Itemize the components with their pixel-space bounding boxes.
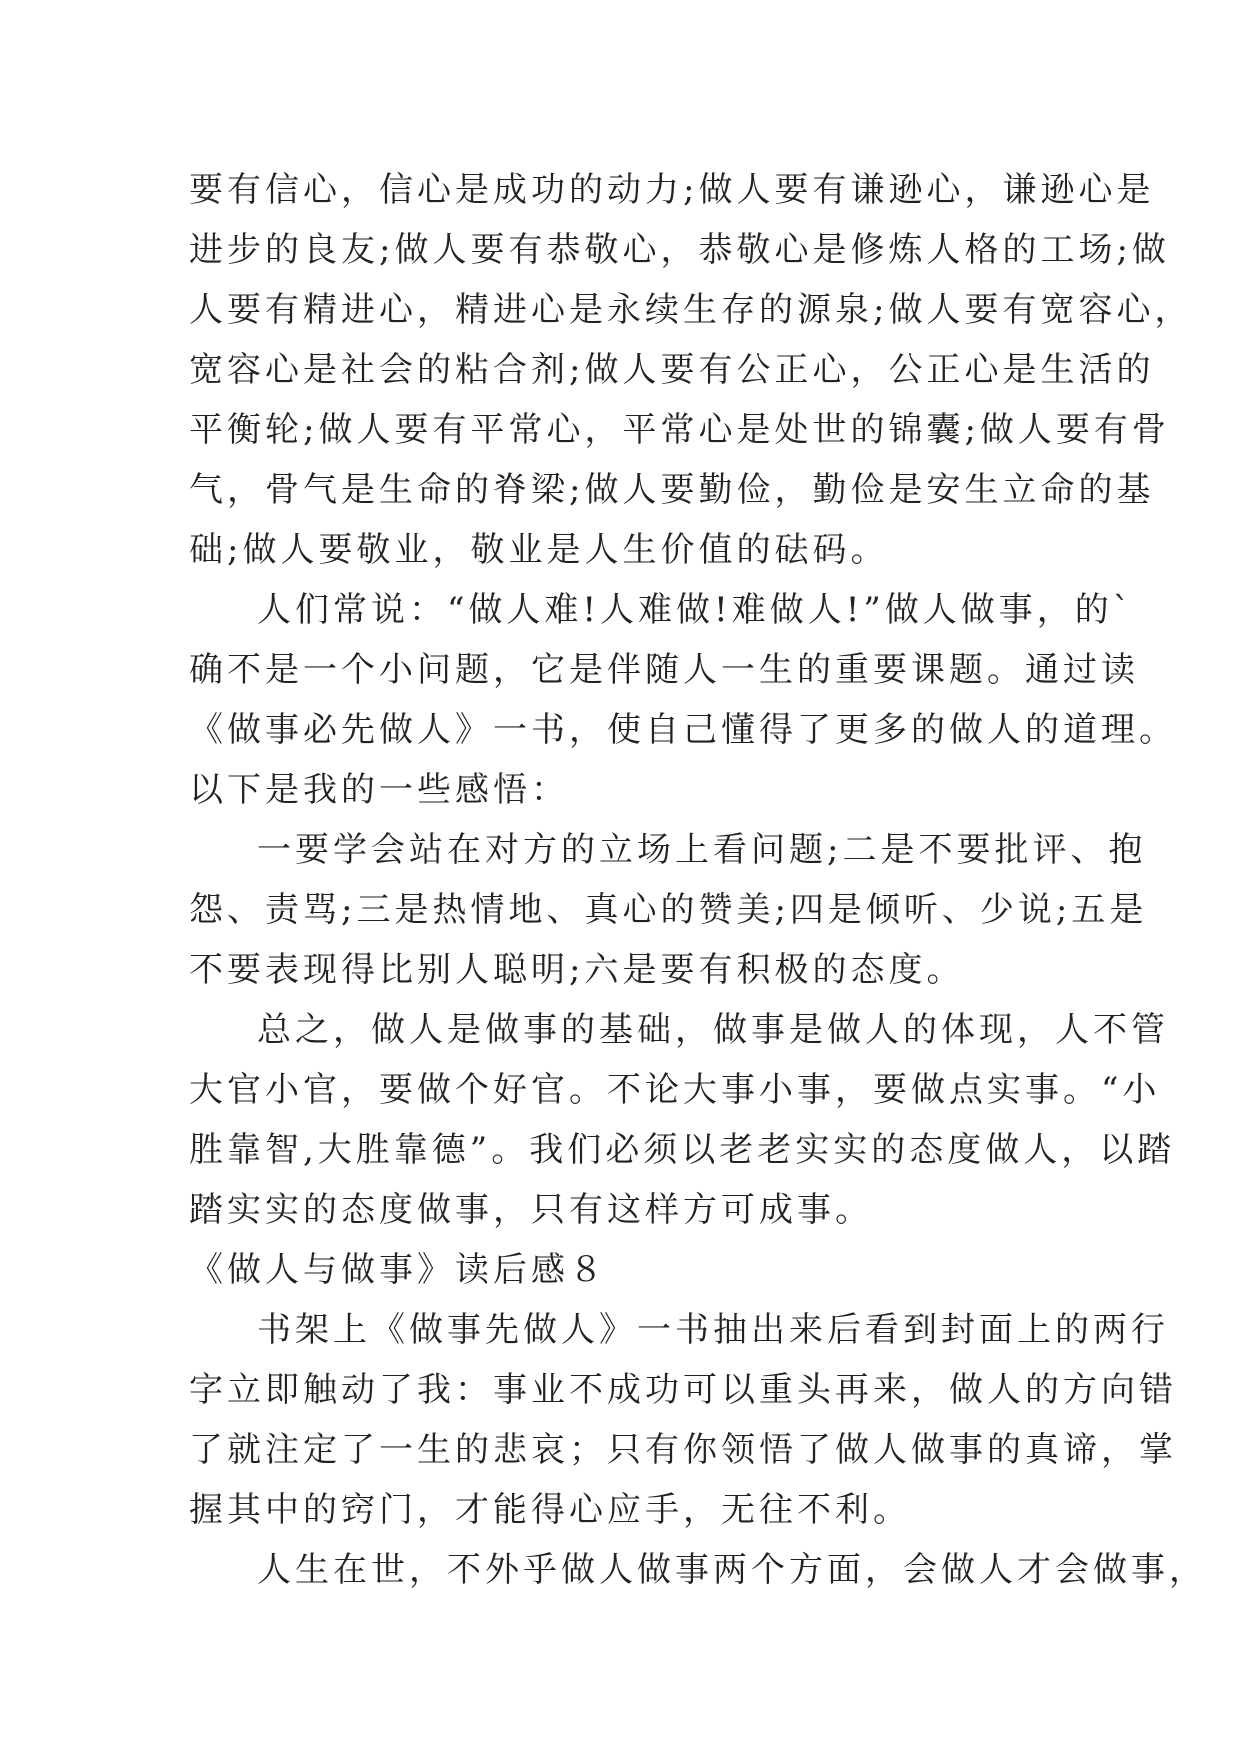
text-line: 以下是我的一些感悟： <box>189 770 569 810</box>
text-line: 宽容心是社会的粘合剂;做人要有公正心，公正心是生活的 <box>189 350 1155 390</box>
text-line: 不要表现得比别人聪明;六是要有积极的态度。 <box>189 950 965 990</box>
text-line: 进步的良友;做人要有恭敬心，恭敬心是修炼人格的工场;做 <box>189 230 1170 270</box>
text-line: 平衡轮;做人要有平常心，平常心是处世的锦囊;做人要有骨 <box>189 410 1170 450</box>
paragraph-first-line: 人们常说：“做人难!人难做!难做人!”做人做事，的` <box>257 590 1134 630</box>
text-line: 胜靠智,大胜靠德”。我们必须以老老实实的态度做人，以踏 <box>189 1130 1176 1170</box>
text-line: 《做事必先做人》一书，使自己懂得了更多的做人的道理。 <box>189 710 1177 750</box>
paragraph-first-line: 书架上《做事先做人》一书抽出来后看到封面上的两行 <box>257 1310 1169 1350</box>
paragraph-first-line: 总之，做人是做事的基础，做事是做人的体现，人不管 <box>257 1010 1169 1050</box>
text-line: 气，骨气是生命的脊梁;做人要勤俭，勤俭是安生立命的基 <box>189 470 1155 510</box>
document-body <box>189 160 1207 1600</box>
text-line: 字立即触动了我：事业不成功可以重头再来，做人的方向错 <box>189 1370 1177 1410</box>
text-line: 了就注定了一生的悲哀；只有你领悟了做人做事的真谛，掌 <box>189 1430 1177 1470</box>
text-line: 握其中的窍门，才能得心应手，无往不利。 <box>189 1490 911 1530</box>
paragraph-first-line: 人生在世，不外乎做人做事两个方面，会做人才会做事， <box>257 1550 1207 1590</box>
text-line: 踏实实的态度做事，只有这样方可成事。 <box>189 1190 873 1230</box>
text-line: 怨、责骂;三是热情地、真心的赞美;四是倾听、少说;五是 <box>189 890 1148 930</box>
paragraph-first-line: 一要学会站在对方的立场上看问题;二是不要批评、抱 <box>257 830 1147 870</box>
text-line: 大官小官，要做个好官。不论大事小事，要做点实事。“小 <box>189 1070 1161 1110</box>
text-line: 人要有精进心，精进心是永续生存的源泉;做人要有宽容心， <box>189 290 1193 330</box>
text-line: 确不是一个小问题，它是伴随人一生的重要课题。通过读 <box>189 650 1139 690</box>
section-heading: 《做人与做事》读后感８ <box>189 1250 607 1290</box>
text-line: 要有信心，信心是成功的动力;做人要有谦逊心，谦逊心是 <box>189 170 1155 210</box>
text-line: 础;做人要敬业，敬业是人生价值的砝码。 <box>189 530 889 570</box>
